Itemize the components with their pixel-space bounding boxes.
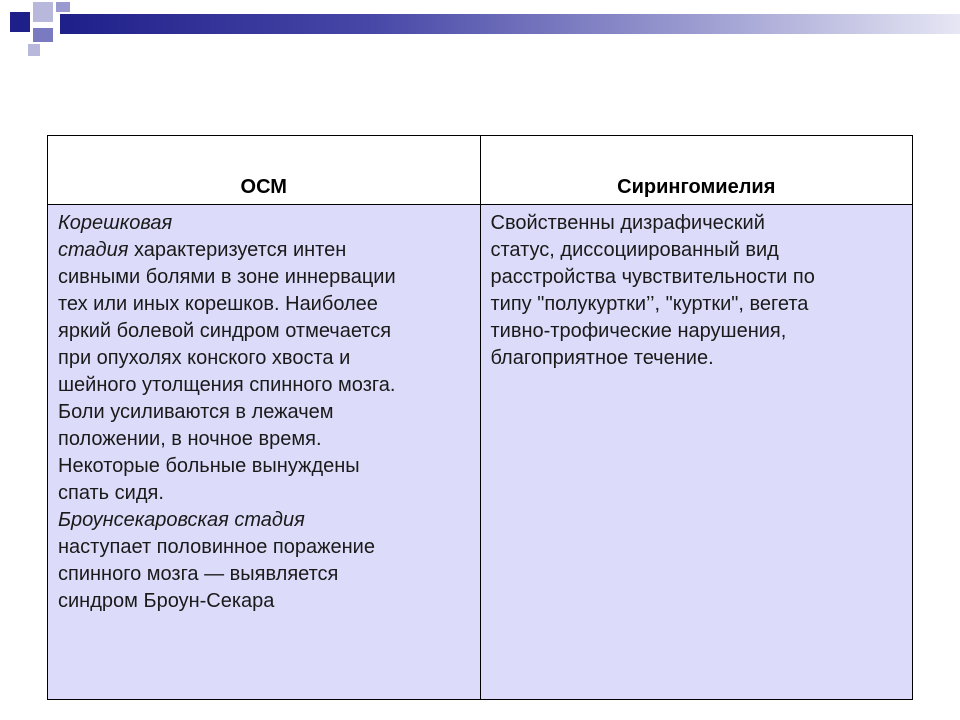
left-line: спинного мозга — выявляется: [58, 563, 339, 585]
right-line: тивно-трофические нарушения,: [490, 320, 787, 342]
comparison-table: [47, 135, 913, 700]
decor-square-mid: [33, 28, 53, 42]
header-osm: ОСМ: [48, 136, 481, 205]
decor-square-lower: [28, 44, 40, 56]
term-brown-sequard-stage: Броунсекаровская стадия: [58, 509, 305, 531]
right-line: типу "полукуртки’’, "куртки", вегета: [490, 293, 809, 315]
left-line: тех или иных корешков. Наиболее: [58, 293, 378, 315]
cell-osm: [48, 205, 481, 700]
decor-square-dark: [10, 12, 30, 32]
term-radicular-cont: стадия: [58, 239, 129, 261]
left-line: Некоторые больные вынуждены: [58, 455, 360, 477]
left-line: положении, в ночное время.: [58, 428, 322, 450]
right-line: статус, диссоциированный вид: [490, 239, 779, 261]
right-line: расстройства чувствительности по: [490, 266, 815, 288]
cell-syringomyelia: [480, 205, 913, 700]
header-syringomyelia: Сирингомиелия: [480, 136, 913, 205]
left-line-term1: [58, 210, 470, 237]
left-line: Боли усиливаются в лежачем: [58, 401, 334, 423]
decor-gradient-bar: [60, 14, 960, 34]
left-line: шейного утолщения спинного мозга.: [58, 374, 396, 396]
right-line: Свойственны дизрафический: [490, 212, 765, 234]
left-line: синдром Броун-Секара: [58, 590, 275, 612]
left-line: наступает половинное поражение: [58, 536, 375, 558]
table-header-row: [48, 136, 913, 205]
decor-square-small: [56, 2, 70, 12]
left-line: сивными болями в зоне иннервации: [58, 266, 396, 288]
left-text1-tail: характеризуется интен: [128, 239, 347, 261]
left-line-term1-cont: [58, 237, 470, 264]
left-line: спать сидя.: [58, 482, 164, 504]
right-line: благоприятное течение.: [490, 347, 714, 369]
term-radicular: Корешковая: [58, 212, 173, 234]
table-body-row: [48, 205, 913, 700]
left-line: при опухолях конского хвоста и: [58, 347, 351, 369]
decor-square-light: [33, 2, 53, 22]
left-line: яркий болевой синдром отмечается: [58, 320, 392, 342]
